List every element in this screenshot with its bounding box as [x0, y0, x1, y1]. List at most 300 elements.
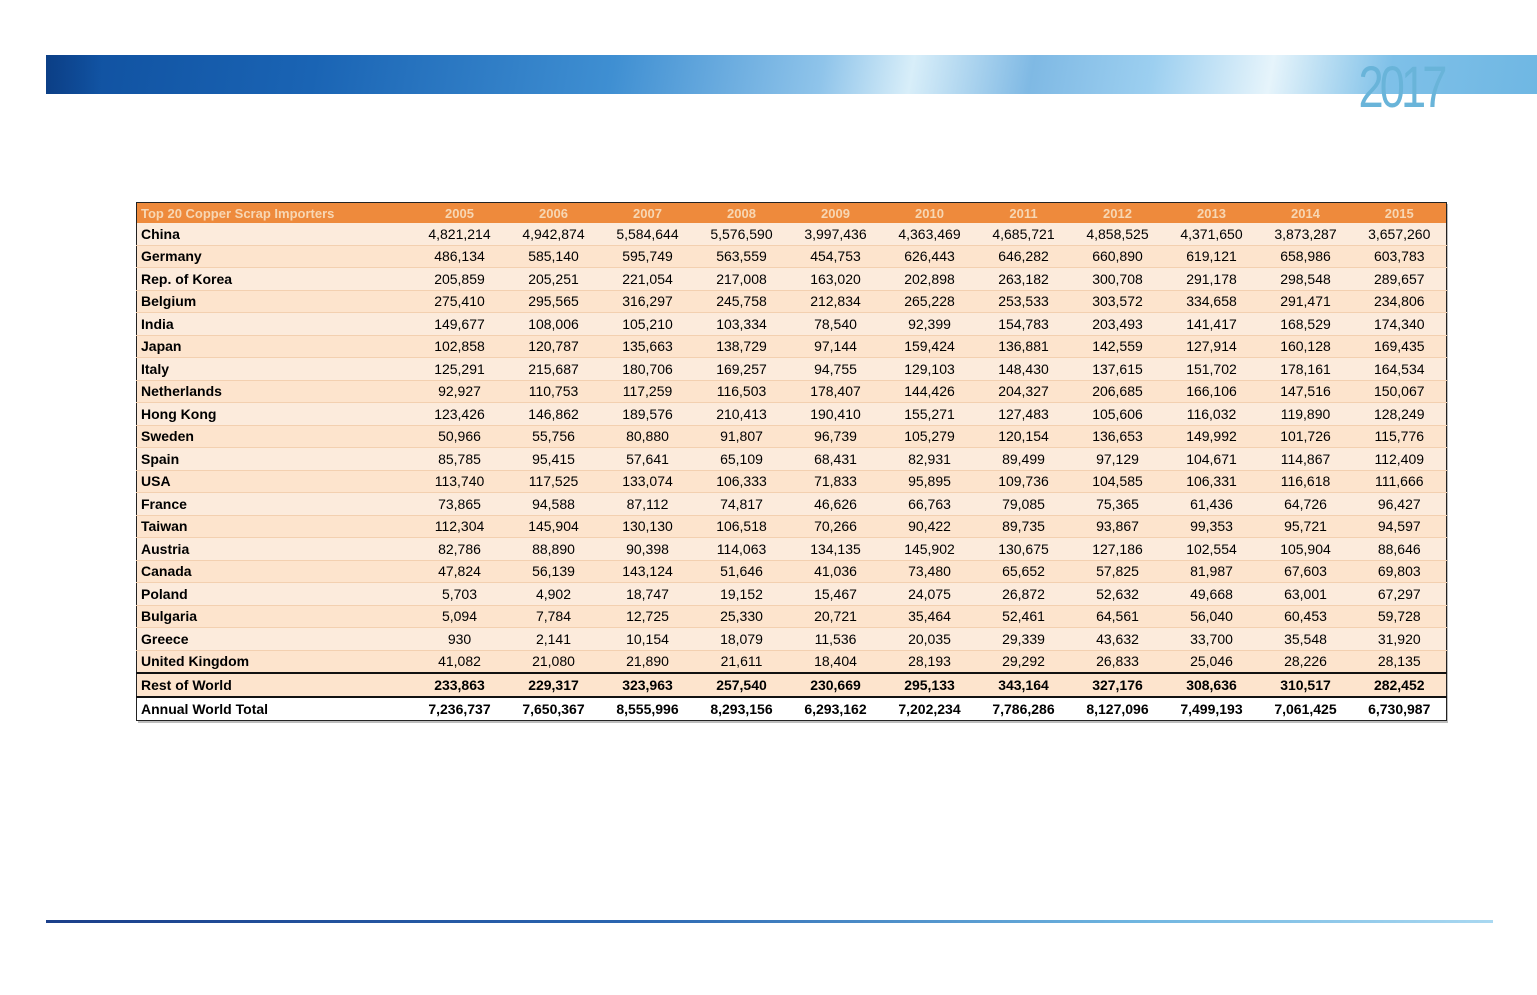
value-cell: 116,032: [1165, 403, 1259, 426]
value-cell: 102,554: [1165, 538, 1259, 561]
value-cell: 4,685,721: [977, 223, 1071, 245]
value-cell: 21,890: [601, 650, 695, 673]
value-cell: 102,858: [413, 335, 507, 358]
value-cell: 88,646: [1353, 538, 1447, 561]
value-cell: 82,931: [883, 448, 977, 471]
value-cell: 46,626: [789, 493, 883, 516]
value-cell: 5,576,590: [695, 223, 789, 245]
value-cell: 101,726: [1259, 425, 1353, 448]
value-cell: 291,471: [1259, 290, 1353, 313]
value-cell: 154,783: [977, 313, 1071, 336]
year-header: 2007: [601, 203, 695, 224]
value-cell: 74,817: [695, 493, 789, 516]
value-cell: 43,632: [1071, 628, 1165, 651]
value-cell: 52,632: [1071, 583, 1165, 606]
value-cell: 35,548: [1259, 628, 1353, 651]
value-cell: 25,330: [695, 605, 789, 628]
value-cell: 149,677: [413, 313, 507, 336]
value-cell: 31,920: [1353, 628, 1447, 651]
annual-total-value: 7,202,234: [883, 697, 977, 721]
value-cell: 119,890: [1259, 403, 1353, 426]
value-cell: 289,657: [1353, 268, 1447, 291]
year-header: 2005: [413, 203, 507, 224]
year-header: 2014: [1259, 203, 1353, 224]
rest-of-world-value: 229,317: [507, 673, 601, 697]
value-cell: 217,008: [695, 268, 789, 291]
value-cell: 221,054: [601, 268, 695, 291]
value-cell: 75,365: [1071, 493, 1165, 516]
value-cell: 65,109: [695, 448, 789, 471]
rest-of-world-row: [137, 673, 1447, 697]
value-cell: 138,729: [695, 335, 789, 358]
value-cell: 127,483: [977, 403, 1071, 426]
value-cell: 94,597: [1353, 515, 1447, 538]
value-cell: 21,080: [507, 650, 601, 673]
table-title: Top 20 Copper Scrap Importers: [137, 203, 413, 224]
value-cell: 585,140: [507, 245, 601, 268]
value-cell: 190,410: [789, 403, 883, 426]
value-cell: 658,986: [1259, 245, 1353, 268]
year-header: 2010: [883, 203, 977, 224]
value-cell: 104,671: [1165, 448, 1259, 471]
value-cell: 12,725: [601, 605, 695, 628]
value-cell: 660,890: [1071, 245, 1165, 268]
value-cell: 47,824: [413, 560, 507, 583]
country-cell: Netherlands: [137, 380, 413, 403]
value-cell: 215,687: [507, 358, 601, 381]
value-cell: 95,895: [883, 470, 977, 493]
rest-of-world-value: 257,540: [695, 673, 789, 697]
value-cell: 151,702: [1165, 358, 1259, 381]
copper-scrap-table-container: [136, 202, 1446, 721]
value-cell: 334,658: [1165, 290, 1259, 313]
table-row: [137, 605, 1447, 628]
value-cell: 94,588: [507, 493, 601, 516]
value-cell: 115,776: [1353, 425, 1447, 448]
country-cell: Poland: [137, 583, 413, 606]
annual-total-value: 7,061,425: [1259, 697, 1353, 721]
country-cell: Hong Kong: [137, 403, 413, 426]
annual-total-value: 6,730,987: [1353, 697, 1447, 721]
value-cell: 109,736: [977, 470, 1071, 493]
annual-total-value: 7,786,286: [977, 697, 1071, 721]
year-header: 2011: [977, 203, 1071, 224]
value-cell: 28,193: [883, 650, 977, 673]
value-cell: 105,210: [601, 313, 695, 336]
value-cell: 20,721: [789, 605, 883, 628]
value-cell: 146,862: [507, 403, 601, 426]
value-cell: 4,858,525: [1071, 223, 1165, 245]
country-cell: France: [137, 493, 413, 516]
value-cell: 626,443: [883, 245, 977, 268]
value-cell: 189,576: [601, 403, 695, 426]
value-cell: 93,867: [1071, 515, 1165, 538]
rest-of-world-value: 343,164: [977, 673, 1071, 697]
value-cell: 106,518: [695, 515, 789, 538]
value-cell: 63,001: [1259, 583, 1353, 606]
value-cell: 205,251: [507, 268, 601, 291]
value-cell: 145,904: [507, 515, 601, 538]
footer-rule: [46, 920, 1493, 923]
value-cell: 133,074: [601, 470, 695, 493]
value-cell: 71,833: [789, 470, 883, 493]
value-cell: 89,499: [977, 448, 1071, 471]
value-cell: 486,134: [413, 245, 507, 268]
value-cell: 19,152: [695, 583, 789, 606]
table-row: [137, 448, 1447, 471]
value-cell: 563,559: [695, 245, 789, 268]
value-cell: 26,872: [977, 583, 1071, 606]
value-cell: 5,584,644: [601, 223, 695, 245]
value-cell: 105,606: [1071, 403, 1165, 426]
table-row: [137, 335, 1447, 358]
table-row: [137, 650, 1447, 673]
value-cell: 116,618: [1259, 470, 1353, 493]
annual-total-label: Annual World Total: [137, 697, 413, 721]
year-header: 2009: [789, 203, 883, 224]
country-cell: Germany: [137, 245, 413, 268]
value-cell: 97,144: [789, 335, 883, 358]
value-cell: 603,783: [1353, 245, 1447, 268]
value-cell: 130,675: [977, 538, 1071, 561]
value-cell: 64,561: [1071, 605, 1165, 628]
annual-total-value: 7,499,193: [1165, 697, 1259, 721]
country-cell: China: [137, 223, 413, 245]
table-row: [137, 290, 1447, 313]
rest-of-world-value: 323,963: [601, 673, 695, 697]
country-cell: Greece: [137, 628, 413, 651]
country-cell: Belgium: [137, 290, 413, 313]
value-cell: 61,436: [1165, 493, 1259, 516]
value-cell: 60,453: [1259, 605, 1353, 628]
value-cell: 127,914: [1165, 335, 1259, 358]
value-cell: 82,786: [413, 538, 507, 561]
value-cell: 81,987: [1165, 560, 1259, 583]
value-cell: 164,534: [1353, 358, 1447, 381]
value-cell: 67,603: [1259, 560, 1353, 583]
rest-of-world-value: 308,636: [1165, 673, 1259, 697]
value-cell: 94,755: [789, 358, 883, 381]
value-cell: 4,371,650: [1165, 223, 1259, 245]
table-row: [137, 313, 1447, 336]
value-cell: 66,763: [883, 493, 977, 516]
rest-of-world-value: 230,669: [789, 673, 883, 697]
value-cell: 105,279: [883, 425, 977, 448]
value-cell: 73,480: [883, 560, 977, 583]
value-cell: 117,259: [601, 380, 695, 403]
value-cell: 25,046: [1165, 650, 1259, 673]
rest-of-world-value: 327,176: [1071, 673, 1165, 697]
value-cell: 930: [413, 628, 507, 651]
value-cell: 150,067: [1353, 380, 1447, 403]
value-cell: 20,035: [883, 628, 977, 651]
value-cell: 64,726: [1259, 493, 1353, 516]
value-cell: 15,467: [789, 583, 883, 606]
value-cell: 67,297: [1353, 583, 1447, 606]
value-cell: 265,228: [883, 290, 977, 313]
table-row: [137, 538, 1447, 561]
value-cell: 96,427: [1353, 493, 1447, 516]
value-cell: 136,881: [977, 335, 1071, 358]
value-cell: 56,040: [1165, 605, 1259, 628]
value-cell: 137,615: [1071, 358, 1165, 381]
value-cell: 73,865: [413, 493, 507, 516]
rest-of-world-value: 233,863: [413, 673, 507, 697]
value-cell: 245,758: [695, 290, 789, 313]
value-cell: 90,398: [601, 538, 695, 561]
annual-total-value: 8,127,096: [1071, 697, 1165, 721]
value-cell: 205,859: [413, 268, 507, 291]
value-cell: 28,135: [1353, 650, 1447, 673]
value-cell: 5,094: [413, 605, 507, 628]
country-cell: Rep. of Korea: [137, 268, 413, 291]
value-cell: 106,333: [695, 470, 789, 493]
value-cell: 136,653: [1071, 425, 1165, 448]
value-cell: 454,753: [789, 245, 883, 268]
value-cell: 56,139: [507, 560, 601, 583]
value-cell: 96,739: [789, 425, 883, 448]
value-cell: 141,417: [1165, 313, 1259, 336]
value-cell: 4,942,874: [507, 223, 601, 245]
value-cell: 97,129: [1071, 448, 1165, 471]
value-cell: 145,902: [883, 538, 977, 561]
header-banner: [46, 55, 1537, 94]
value-cell: 70,266: [789, 515, 883, 538]
value-cell: 89,735: [977, 515, 1071, 538]
value-cell: 108,006: [507, 313, 601, 336]
value-cell: 295,565: [507, 290, 601, 313]
value-cell: 148,430: [977, 358, 1071, 381]
value-cell: 234,806: [1353, 290, 1447, 313]
table-body: [137, 223, 1447, 673]
value-cell: 129,103: [883, 358, 977, 381]
value-cell: 18,747: [601, 583, 695, 606]
country-cell: United Kingdom: [137, 650, 413, 673]
value-cell: 174,340: [1353, 313, 1447, 336]
value-cell: 50,966: [413, 425, 507, 448]
value-cell: 143,124: [601, 560, 695, 583]
value-cell: 117,525: [507, 470, 601, 493]
value-cell: 92,399: [883, 313, 977, 336]
value-cell: 203,493: [1071, 313, 1165, 336]
table-row: [137, 515, 1447, 538]
table-row: [137, 268, 1447, 291]
country-cell: Sweden: [137, 425, 413, 448]
value-cell: 114,867: [1259, 448, 1353, 471]
value-cell: 253,533: [977, 290, 1071, 313]
year-header: 2015: [1353, 203, 1447, 224]
value-cell: 130,130: [601, 515, 695, 538]
value-cell: 4,902: [507, 583, 601, 606]
value-cell: 3,997,436: [789, 223, 883, 245]
value-cell: 619,121: [1165, 245, 1259, 268]
value-cell: 10,154: [601, 628, 695, 651]
value-cell: 163,020: [789, 268, 883, 291]
table-row: [137, 380, 1447, 403]
value-cell: 80,880: [601, 425, 695, 448]
value-cell: 2,141: [507, 628, 601, 651]
value-cell: 142,559: [1071, 335, 1165, 358]
annual-world-total-row: [137, 697, 1447, 721]
table-row: [137, 358, 1447, 381]
value-cell: 159,424: [883, 335, 977, 358]
country-cell: USA: [137, 470, 413, 493]
value-cell: 35,464: [883, 605, 977, 628]
value-cell: 3,657,260: [1353, 223, 1447, 245]
annual-total-value: 8,555,996: [601, 697, 695, 721]
value-cell: 112,304: [413, 515, 507, 538]
value-cell: 123,426: [413, 403, 507, 426]
value-cell: 26,833: [1071, 650, 1165, 673]
country-cell: Canada: [137, 560, 413, 583]
value-cell: 49,668: [1165, 583, 1259, 606]
rest-of-world-value: 295,133: [883, 673, 977, 697]
value-cell: 127,186: [1071, 538, 1165, 561]
value-cell: 125,291: [413, 358, 507, 381]
value-cell: 95,721: [1259, 515, 1353, 538]
table-row: [137, 403, 1447, 426]
value-cell: 316,297: [601, 290, 695, 313]
value-cell: 79,085: [977, 493, 1071, 516]
rest-of-world-value: 310,517: [1259, 673, 1353, 697]
value-cell: 91,807: [695, 425, 789, 448]
value-cell: 88,890: [507, 538, 601, 561]
value-cell: 166,106: [1165, 380, 1259, 403]
year-header: 2008: [695, 203, 789, 224]
value-cell: 78,540: [789, 313, 883, 336]
year-label: 2017: [1358, 55, 1444, 120]
table-footer: [137, 673, 1447, 721]
value-cell: 120,787: [507, 335, 601, 358]
value-cell: 69,803: [1353, 560, 1447, 583]
value-cell: 128,249: [1353, 403, 1447, 426]
value-cell: 112,409: [1353, 448, 1447, 471]
value-cell: 169,257: [695, 358, 789, 381]
country-cell: Spain: [137, 448, 413, 471]
value-cell: 116,503: [695, 380, 789, 403]
value-cell: 51,646: [695, 560, 789, 583]
country-cell: Japan: [137, 335, 413, 358]
table-row: [137, 425, 1447, 448]
value-cell: 5,703: [413, 583, 507, 606]
value-cell: 160,128: [1259, 335, 1353, 358]
value-cell: 178,407: [789, 380, 883, 403]
value-cell: 135,663: [601, 335, 695, 358]
value-cell: 99,353: [1165, 515, 1259, 538]
table-row: [137, 628, 1447, 651]
value-cell: 144,426: [883, 380, 977, 403]
value-cell: 21,611: [695, 650, 789, 673]
value-cell: 104,585: [1071, 470, 1165, 493]
value-cell: 210,413: [695, 403, 789, 426]
annual-total-value: 6,293,162: [789, 697, 883, 721]
rest-of-world-label: Rest of World: [137, 673, 413, 697]
value-cell: 155,271: [883, 403, 977, 426]
value-cell: 87,112: [601, 493, 695, 516]
value-cell: 65,652: [977, 560, 1071, 583]
value-cell: 3,873,287: [1259, 223, 1353, 245]
table-row: [137, 493, 1447, 516]
table-row: [137, 583, 1447, 606]
value-cell: 178,161: [1259, 358, 1353, 381]
year-header: 2006: [507, 203, 601, 224]
value-cell: 169,435: [1353, 335, 1447, 358]
rest-of-world-value: 282,452: [1353, 673, 1447, 697]
value-cell: 263,182: [977, 268, 1071, 291]
value-cell: 24,075: [883, 583, 977, 606]
value-cell: 33,700: [1165, 628, 1259, 651]
value-cell: 92,927: [413, 380, 507, 403]
value-cell: 52,461: [977, 605, 1071, 628]
value-cell: 90,422: [883, 515, 977, 538]
value-cell: 28,226: [1259, 650, 1353, 673]
table-row: [137, 245, 1447, 268]
table-row: [137, 470, 1447, 493]
table-row: [137, 223, 1447, 245]
value-cell: 168,529: [1259, 313, 1353, 336]
value-cell: 147,516: [1259, 380, 1353, 403]
value-cell: 85,785: [413, 448, 507, 471]
value-cell: 57,825: [1071, 560, 1165, 583]
value-cell: 595,749: [601, 245, 695, 268]
annual-total-value: 7,236,737: [413, 697, 507, 721]
value-cell: 149,992: [1165, 425, 1259, 448]
country-cell: Austria: [137, 538, 413, 561]
year-header: 2013: [1165, 203, 1259, 224]
value-cell: 106,331: [1165, 470, 1259, 493]
value-cell: 11,536: [789, 628, 883, 651]
value-cell: 111,666: [1353, 470, 1447, 493]
value-cell: 55,756: [507, 425, 601, 448]
table-row: [137, 560, 1447, 583]
header-row: [137, 203, 1447, 224]
value-cell: 212,834: [789, 290, 883, 313]
value-cell: 18,404: [789, 650, 883, 673]
country-cell: Bulgaria: [137, 605, 413, 628]
country-cell: Italy: [137, 358, 413, 381]
value-cell: 41,036: [789, 560, 883, 583]
value-cell: 7,784: [507, 605, 601, 628]
value-cell: 114,063: [695, 538, 789, 561]
table-header: [137, 203, 1447, 224]
value-cell: 68,431: [789, 448, 883, 471]
value-cell: 275,410: [413, 290, 507, 313]
value-cell: 57,641: [601, 448, 695, 471]
value-cell: 134,135: [789, 538, 883, 561]
value-cell: 113,740: [413, 470, 507, 493]
value-cell: 103,334: [695, 313, 789, 336]
value-cell: 300,708: [1071, 268, 1165, 291]
country-cell: Taiwan: [137, 515, 413, 538]
value-cell: 95,415: [507, 448, 601, 471]
value-cell: 4,363,469: [883, 223, 977, 245]
value-cell: 120,154: [977, 425, 1071, 448]
country-cell: India: [137, 313, 413, 336]
value-cell: 298,548: [1259, 268, 1353, 291]
value-cell: 29,339: [977, 628, 1071, 651]
value-cell: 204,327: [977, 380, 1071, 403]
value-cell: 291,178: [1165, 268, 1259, 291]
value-cell: 206,685: [1071, 380, 1165, 403]
copper-scrap-importers-table: [136, 202, 1447, 721]
value-cell: 202,898: [883, 268, 977, 291]
value-cell: 105,904: [1259, 538, 1353, 561]
year-header: 2012: [1071, 203, 1165, 224]
value-cell: 110,753: [507, 380, 601, 403]
value-cell: 4,821,214: [413, 223, 507, 245]
value-cell: 29,292: [977, 650, 1071, 673]
value-cell: 41,082: [413, 650, 507, 673]
